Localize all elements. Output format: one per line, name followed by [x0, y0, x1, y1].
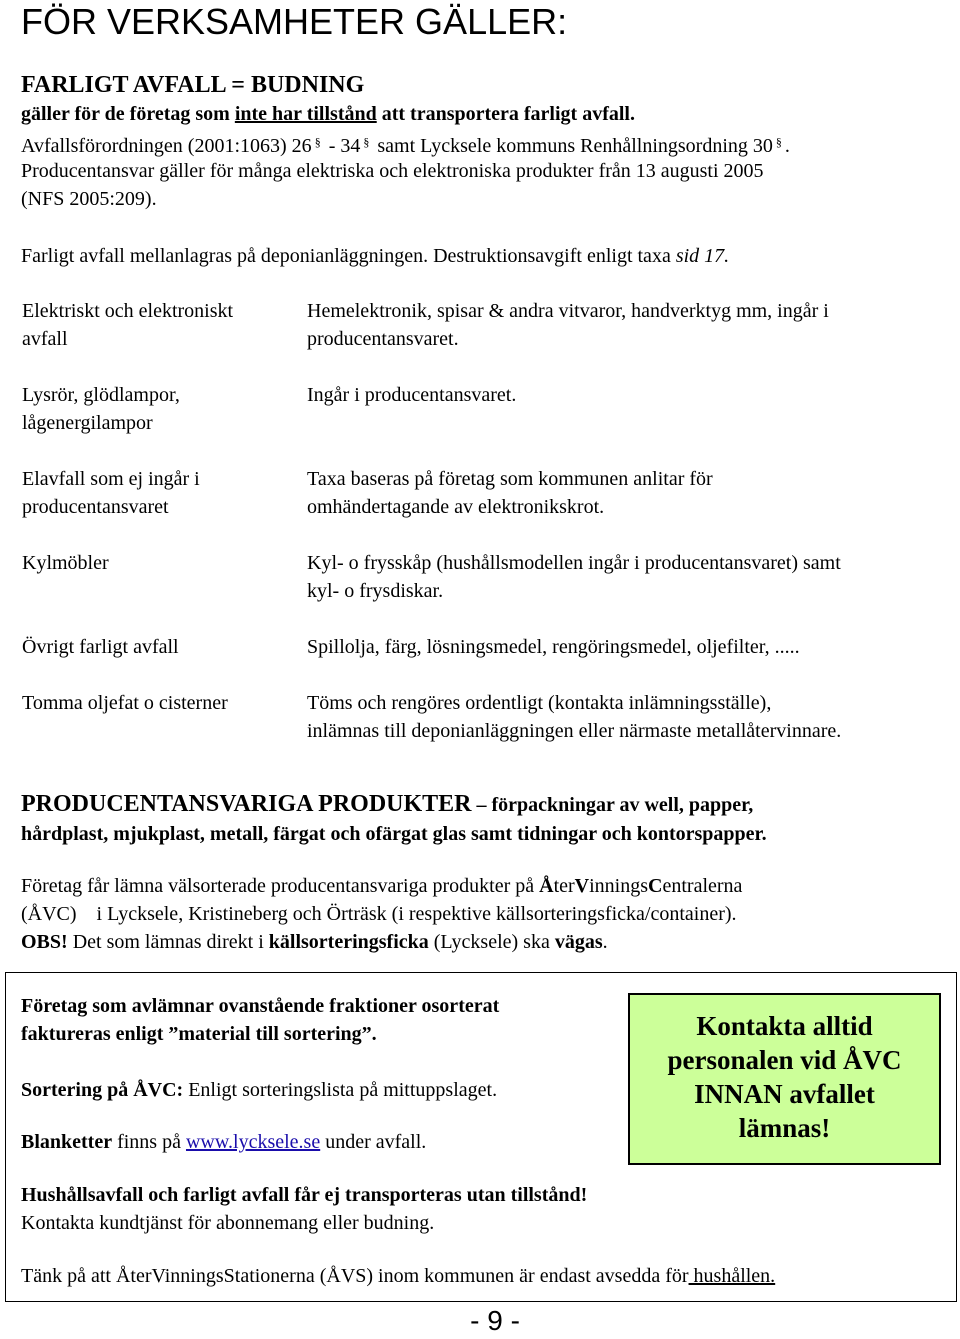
category-line: producentansvaret [22, 496, 169, 518]
producent-heading-line2: hårdplast, mjukplast, metall, färgat och ofärgat glas samt tidningar och kontorspapper. [21, 823, 767, 845]
nfs-line: (NFS 2005:209). [21, 188, 157, 210]
waste-category [22, 549, 292, 577]
vagas-label: vägas [554, 931, 603, 953]
contact-callout-box [628, 993, 941, 1165]
avc-letter: V [574, 875, 590, 897]
producent-paragraph-2: (ÅVC) i Lycksele, Kristineberg och Örträsk (i respektive källsorteringsficka/container). [21, 903, 737, 925]
box-line-2: faktureras enligt ”material till sortering”. [21, 1023, 377, 1045]
waste-description [307, 381, 957, 409]
producentansvar-line: Producentansvar gäller för många elektriska och elektroniska produkter från 13 augusti 2005 [21, 160, 764, 182]
avfallsforordningen-line [21, 128, 790, 160]
waste-description [307, 297, 957, 353]
mellanlagras-line [21, 242, 729, 270]
page-reference: sid 17. [675, 245, 730, 267]
tank-line [21, 1262, 775, 1290]
callout-line: INNAN avfallet [694, 1079, 875, 1109]
kallsortering-label: källsorteringsficka [268, 931, 429, 953]
waste-category [22, 689, 292, 717]
callout-line: personalen vid ÅVC [667, 1045, 902, 1075]
box-line-1: Företag som avlämnar ovanstående fraktioner osorterat [21, 995, 500, 1017]
section-symbol-icon: § [314, 135, 321, 149]
waste-category [22, 633, 292, 661]
mellanlagras-text: Farligt avfall mellanlagras på deponianläggningen. Destruktionsavgift enligt taxa [21, 245, 676, 267]
category-line: Elektriskt och elektroniskt [22, 300, 234, 322]
avc-letter: Å [539, 875, 554, 897]
producent-heading-rest: förpackningar av well, papper, [491, 794, 754, 816]
law-text: - 34 [323, 135, 361, 157]
lycksele-website-link[interactable]: www.lycksele.se [185, 1131, 321, 1153]
avc-text: entralerna [662, 875, 743, 897]
section-symbol-icon: § [775, 135, 782, 149]
description-line: Spillolja, färg, lösningsmedel, rengöringsmedel, oljefilter, ..... [307, 636, 800, 658]
law-text: . [784, 135, 790, 157]
subheading-text-end: att transportera farligt avfall. [376, 103, 635, 125]
producent-heading-dash: – [471, 794, 492, 816]
subheading-underlined: inte har tillstånd [234, 103, 377, 125]
page-number: - 9 - [470, 1305, 520, 1336]
waste-category [22, 297, 292, 353]
blanketter-text-end: under avfall. [320, 1131, 427, 1153]
blanketter-text: finns på [112, 1131, 186, 1153]
description-line: kyl- o frysdiskar. [307, 580, 444, 602]
farligt-heading: FARLIGT AVFALL = BUDNING [21, 72, 365, 98]
farligt-subheading [21, 100, 635, 128]
waste-description [307, 633, 957, 661]
description-line: inlämnas till deponianläggningen eller närmaste metallåtervinnare. [307, 720, 842, 742]
law-text: samt Lycksele kommuns Renhållningsordning 30 [372, 135, 773, 157]
producent-heading-main: PRODUCENTANSVARIGA PRODUKTER [21, 791, 472, 817]
producent-heading [21, 789, 753, 819]
producent-paragraph-3 [21, 928, 608, 956]
category-line: lågenergilampor [22, 412, 153, 434]
description-line: Taxa baseras på företag som kommunen anlitar för [307, 468, 713, 490]
hushallen-underlined: hushållen. [688, 1265, 776, 1287]
p3-text: Det som lämnas direkt i [67, 931, 269, 953]
category-line: Elavfall som ej ingår i [22, 468, 200, 490]
description-line: Kyl- o frysskåp (hushållsmodellen ingår i producentansvaret) samt [307, 552, 841, 574]
law-text: Avfallsförordningen (2001:1063) 26 [21, 135, 312, 157]
blanketter-line [21, 1128, 426, 1156]
obs-label: OBS! [21, 931, 68, 953]
category-line: Kylmöbler [22, 552, 109, 574]
description-line: Töms och rengöres ordentligt (kontakta inlämningsställe), [307, 692, 772, 714]
description-line: omhändertagande av elektronikskrot. [307, 496, 605, 518]
p3-text: . [602, 931, 608, 953]
sortering-label: Sortering på ÅVC: [21, 1079, 184, 1101]
sortering-line [21, 1076, 497, 1104]
description-line: Ingår i producentansvaret. [307, 384, 517, 406]
category-line: avfall [22, 328, 68, 350]
callout-line: Kontakta alltid [696, 1011, 873, 1041]
description-line: producentansvaret. [307, 328, 459, 350]
waste-description [307, 549, 957, 605]
section-symbol-icon: § [363, 135, 370, 149]
waste-description [307, 689, 957, 745]
p1-text: Företag får lämna välsorterade producentansvariga produkter på [21, 875, 540, 897]
waste-category [22, 381, 292, 437]
waste-description [307, 465, 957, 521]
sortering-text: Enligt sorteringslista på mittuppslaget. [183, 1079, 498, 1101]
waste-category [22, 465, 292, 521]
avc-text: ter [553, 875, 575, 897]
blanketter-label: Blanketter [21, 1131, 113, 1153]
hushallsavfall-line: Hushållsavfall och farligt avfall får ej transporteras utan tillstånd! [21, 1184, 588, 1206]
page-title: FÖR VERKSAMHETER GÄLLER: [21, 1, 568, 42]
category-line: Övrigt farligt avfall [22, 636, 179, 658]
callout-line: lämnas! [738, 1113, 831, 1143]
description-line: Hemelektronik, spisar & andra vitvaror, handverktyg mm, ingår i [307, 300, 829, 322]
category-line: Lysrör, glödlampor, [22, 384, 180, 406]
avc-letter: C [648, 875, 663, 897]
category-line: Tomma oljefat o cisterner [22, 692, 228, 714]
avc-text: innings [589, 875, 649, 897]
p3-text: (Lycksele) ska [428, 931, 555, 953]
kontakta-line: Kontakta kundtjänst för abonnemang eller budning. [21, 1212, 435, 1234]
tank-text: Tänk på att ÅterVinningsStationerna (ÅVS) inom kommunen är endast avsedda för [21, 1265, 689, 1287]
producent-paragraph-1 [21, 872, 742, 900]
subheading-text: gäller för de företag som [21, 103, 235, 125]
